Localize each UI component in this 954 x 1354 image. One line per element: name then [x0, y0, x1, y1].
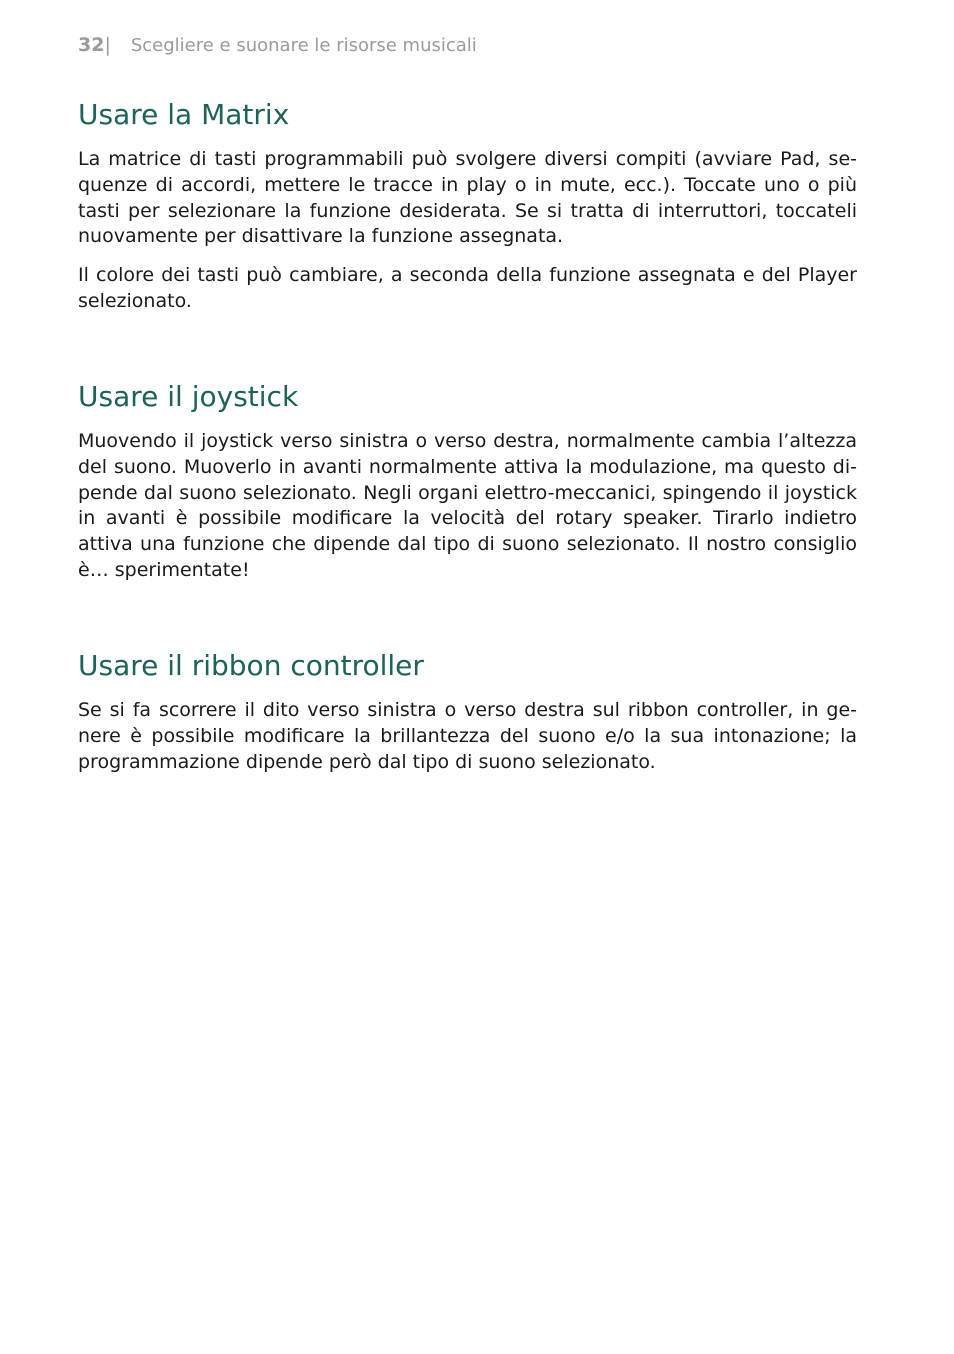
paragraph: Se si fa scorrere il dito verso sinistra o verso destra sul ribbon controller, in genere è possibile modificare la brillantezza del suono e/o la sua intonazione; la programmazione dipende però dal tipo di suono selezionato.: [78, 699, 857, 773]
page-header: [78, 33, 477, 58]
section-heading: Usare il joystick: [78, 380, 299, 413]
section-heading: Usare la Matrix: [78, 98, 290, 131]
section-joystick: [78, 380, 857, 584]
chapter-title: Scegliere e suonare le risorse musicali: [130, 35, 477, 56]
paragraph: La matrice di tasti programmabili può svolgere diversi compiti (avviare Pad, sequenze di accordi, mettere le tracce in play o in mute, ecc.). Toccate uno o più tasti per selezionare la funzione desiderata. Se si tratta di interruttori, toccateli nuovamente per disattivare la funzione assegnata.: [78, 148, 857, 248]
header-separator: |: [104, 34, 111, 56]
paragraph: Muovendo il joystick verso sinistra o verso destra, normalmente cambia l’altezza del suono. Muoverlo in avanti normalmente attiva la modulazione, ma questo dipende dal suono selezionato. Negli organi elettro-meccanici, spingendo il joystick in avanti è possibile modificare la velocità del rotary speaker. Tirarlo indietro attiva una funzione che dipende dal tipo di suono selezionato. Il nostro consiglio è… sperimentate!: [78, 430, 857, 581]
page-number: 32: [78, 34, 105, 56]
section-heading: Usare il ribbon controller: [78, 649, 424, 682]
section-matrix: [78, 98, 857, 315]
section-ribbon-controller: [78, 649, 857, 775]
paragraph: Il colore dei tasti può cambiare, a seconda della funzione assegnata e del Player selezionato.: [78, 264, 857, 312]
